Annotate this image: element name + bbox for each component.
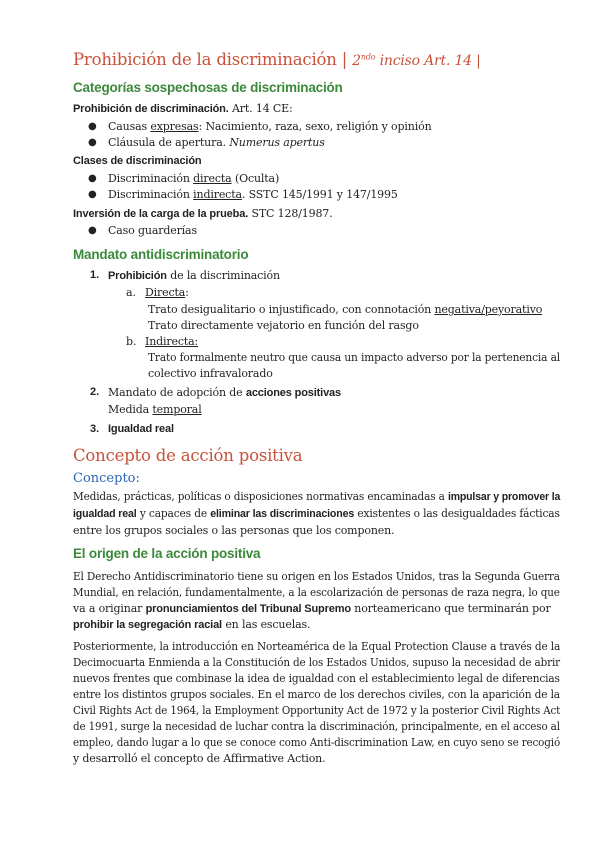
title-sub-b: inciso Art. 14 | [379,53,481,69]
o-p1-l4-bold: prohibir la segregación racial [73,619,222,631]
page-title [73,50,481,69]
letter-b: b. [126,335,137,348]
c-p2-bold-2: eliminar las discriminaciones [210,508,355,520]
a-colon: : [185,286,189,299]
origen-p1-line-2: Mundial, en relación, fundamentalmente, a la escolarización de personas de raza negra, lo que [73,586,560,599]
number-1: 1. [90,269,100,281]
c2-post: . SSTC 145/1991 y 147/1995 [241,188,398,201]
origen-p2-line-5: Civil Rights Act de 1964, la Employment Opportunity Act de 1972 y la posterior Civil Rights Act [73,704,561,717]
directa-label [145,286,189,299]
c2-underline: indirecta [193,188,242,201]
c1-post: (Oculta) [234,172,280,185]
mandato-item-3: Igualdad real [108,423,174,435]
c2-pre: Discriminación [108,188,190,201]
bullet-icon: ● [88,225,97,236]
mandato-item-1 [108,269,280,282]
list-item-indirecta [108,188,398,201]
bullet-icon: ● [88,121,97,132]
i1-bold: Prohibición [108,270,167,282]
concepto-line-3: entre los grupos sociales o las personas que los componen. [73,524,395,537]
list-item-clausula [108,136,325,149]
bullet-icon: ● [88,173,97,184]
origen-p2-line-7: empleo, dando lugar a lo que se conoce como Anti-discrimination Law, en cuyo seno se recogió [73,736,561,749]
mandato-item-2-line-2 [108,403,202,416]
c-p1: Medidas, prácticas, políticas o disposiciones normativas encaminadas a [73,490,445,503]
prohibicion-line [73,102,293,115]
a-underline: Directa [145,286,186,299]
b2-italic: Numerus apertus [229,136,325,149]
bullet-icon: ● [88,189,97,200]
c-p2-mid: y capaces de [139,507,207,520]
c-p1-bold: impulsar y promover la [447,491,561,503]
o-p1-l3-pre: va a originar [73,602,143,615]
inversion-text: STC 128/1987. [251,207,333,220]
directa-line-2: Trato directamente vejatorio en función del rasgo [148,319,419,332]
indirecta-line-1: Trato formalmente neutro que causa un impacto adverso por la pertenencia al [148,351,561,364]
indirecta-label [145,335,198,348]
inversion-line [73,207,333,220]
concepto-line-2 [73,507,560,520]
a-l1-pre: Trato desigualitario o injustificado, con connotación [148,303,432,316]
i2-pre: Mandato de adopción de [108,386,243,399]
c1-underline: directa [193,172,232,185]
inversion-label: Inversión de la carga de la prueba. [73,208,249,220]
b1-underline: expresas [150,120,199,133]
i2-l2-pre: Medida [108,403,150,416]
o-p1-l3-bold: pronunciamientos del Tribunal Supremo [145,603,351,615]
i2-l2-underline: temporal [152,403,202,416]
title-sub-a: 2 [352,53,361,69]
number-3: 3. [90,423,100,435]
clases-label: Clases de discriminación [73,155,202,167]
indirecta-line-2: colectivo infravalorado [148,367,273,380]
number-2: 2. [90,386,100,398]
list-item-causas [108,120,432,133]
b1-post: : Nacimiento, raza, sexo, religión y opinión [198,120,432,133]
title-subtitle [352,53,480,69]
o-p1-l4-post: en las escuelas. [225,618,311,631]
c-p2-post: existentes o las desigualdades fácticas [357,507,560,520]
a-l1-underline: negativa/peyorativo [434,303,543,316]
b2-pre: Cláusula de apertura. [108,136,226,149]
prohibicion-label: Prohibición de discriminación. [73,103,229,115]
section-heading-mandato: Mandato antidiscriminatorio [73,247,249,262]
list-item-caso: Caso guarderías [108,224,197,237]
c1-pre: Discriminación [108,172,190,185]
i2-bold: acciones positivas [245,387,341,399]
directa-line-1 [148,303,542,316]
bullet-icon: ● [88,137,97,148]
section-heading-concepto: Concepto de acción positiva [73,446,303,465]
concepto-subheading: Concepto: [73,471,140,486]
origen-p1-line-3 [73,602,551,615]
section-heading-origen: El origen de la acción positiva [73,546,261,561]
i1-rest: de la discriminación [170,269,280,282]
prohibicion-text: Art. 14 CE: [232,102,293,115]
mandato-item-2 [108,386,341,399]
o-p1-l3-post: norteamericano que terminarán por [354,602,551,615]
origen-p1-line-1: El Derecho Antidiscriminatorio tiene su origen en los Estados Unidos, tras la Segunda Guerra [73,570,560,583]
title-sup: ndo [360,52,376,62]
letter-a: a. [126,286,137,299]
origen-p1-line-4 [73,618,310,631]
concepto-line-1 [73,490,560,503]
origen-p2-line-6: de 1991, surge la necesidad de luchar contra la discriminación, principalmente, en el acceso al [73,720,560,733]
section-heading-categorias: Categorías sospechosas de discriminación [73,80,343,95]
c-p2-bold: igualdad real [73,508,137,520]
list-item-directa [108,172,279,185]
origen-p2-line-8: y desarrolló el concepto de Affirmative Action. [73,752,326,765]
origen-p2-line-3: nuevos frentes que combinase la idea de igualdad con el establecimiento legal de diferencias [73,672,560,685]
origen-p2-line-4: entre los distintos grupos sociales. En el marco de los derechos civiles, con la aparición de la [73,688,560,701]
origen-p2-line-1: Posteriormente, la introducción en Norteamérica de la Equal Protection Clause a través de la [73,640,561,653]
b-underline: Indirecta: [145,335,199,348]
b1-pre: Causas [108,120,148,133]
title-main: Prohibición de la discriminación | [73,50,348,69]
origen-p2-line-2: Decimocuarta Enmienda a la Constitución de los Estados Unidos, supuso la necesidad de abrir [73,656,560,669]
